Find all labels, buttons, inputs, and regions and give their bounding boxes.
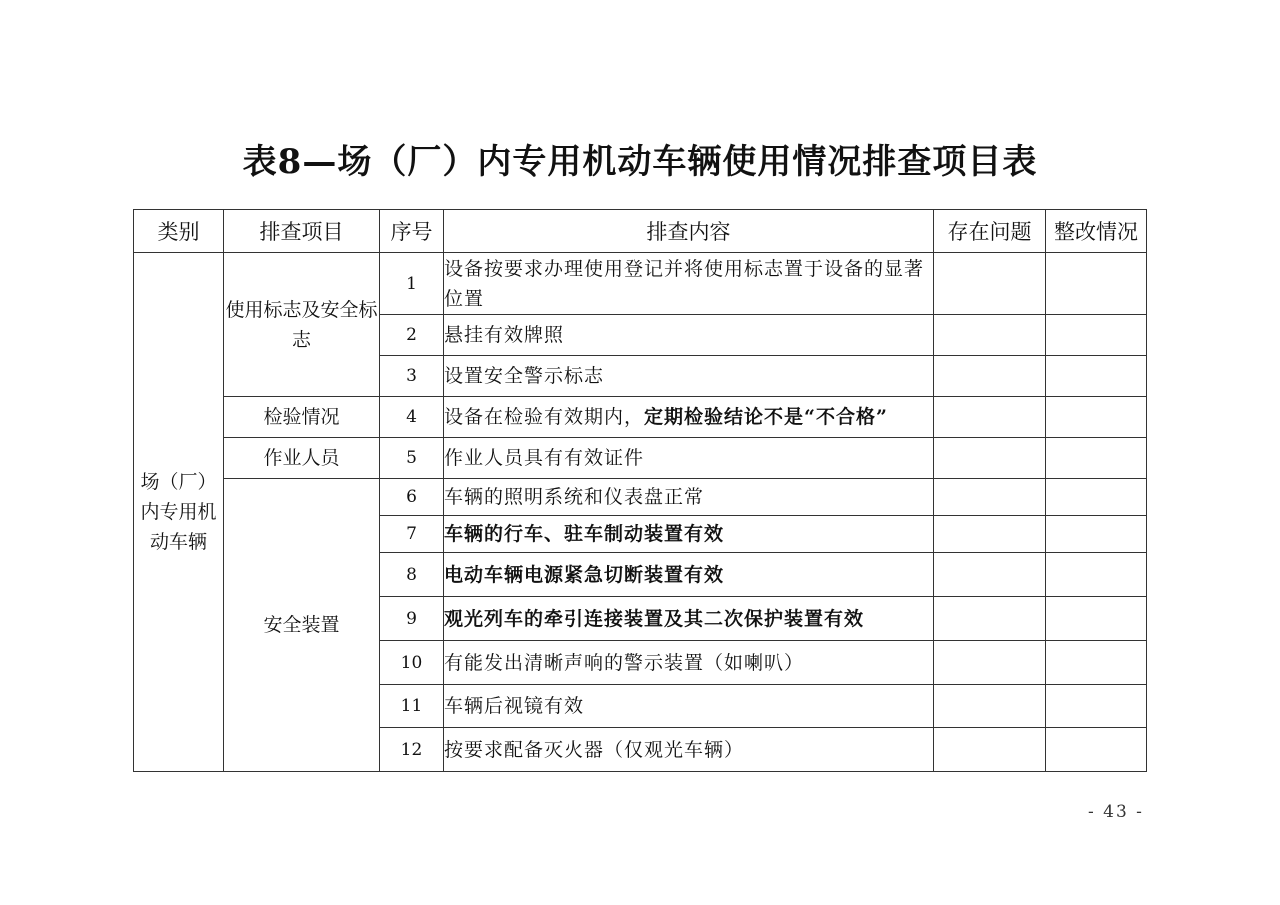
rectify-cell[interactable] xyxy=(1046,356,1147,397)
issue-cell[interactable] xyxy=(934,253,1046,315)
issue-cell[interactable] xyxy=(934,597,1046,641)
issue-cell[interactable] xyxy=(934,397,1046,438)
row-content: 设备按要求办理使用登记并将使用标志置于设备的显著位置 xyxy=(444,253,934,315)
row-content: 设备在检验有效期内，定期检验结论不是“不合格” xyxy=(444,397,934,438)
rectify-cell[interactable] xyxy=(1046,397,1147,438)
header-rectify: 整改情况 xyxy=(1046,210,1147,253)
row-number: 11 xyxy=(380,685,444,728)
rectify-cell[interactable] xyxy=(1046,553,1147,597)
row-content: 有能发出清晰声响的警示装置（如喇叭） xyxy=(444,641,934,685)
rectify-cell[interactable] xyxy=(1046,253,1147,315)
issue-cell[interactable] xyxy=(934,553,1046,597)
row-number: 4 xyxy=(380,397,444,438)
table-row xyxy=(134,479,1147,516)
row-content: 车辆的行车、驻车制动装置有效 xyxy=(444,516,934,553)
issue-cell[interactable] xyxy=(934,641,1046,685)
row-content: 悬挂有效牌照 xyxy=(444,315,934,356)
rectify-cell[interactable] xyxy=(1046,479,1147,516)
group-operators: 作业人员 xyxy=(224,438,380,479)
row-number: 2 xyxy=(380,315,444,356)
row-content: 车辆的照明系统和仪表盘正常 xyxy=(444,479,934,516)
rectify-cell[interactable] xyxy=(1046,728,1147,772)
category-cell: 场（厂）内专用机动车辆 xyxy=(134,253,224,772)
issue-cell[interactable] xyxy=(934,516,1046,553)
row-number: 6 xyxy=(380,479,444,516)
row-content: 车辆后视镜有效 xyxy=(444,685,934,728)
header-seq: 序号 xyxy=(380,210,444,253)
header-item: 排查项目 xyxy=(224,210,380,253)
row-number: 9 xyxy=(380,597,444,641)
table-header-row xyxy=(134,210,1147,253)
row-number: 12 xyxy=(380,728,444,772)
rectify-cell[interactable] xyxy=(1046,438,1147,479)
row-number: 10 xyxy=(380,641,444,685)
page-number: - 43 - xyxy=(1088,802,1144,822)
issue-cell[interactable] xyxy=(934,479,1046,516)
row-content: 按要求配备灭火器（仅观光车辆） xyxy=(444,728,934,772)
rectify-cell[interactable] xyxy=(1046,315,1147,356)
header-content: 排查内容 xyxy=(444,210,934,253)
row-content: 作业人员具有有效证件 xyxy=(444,438,934,479)
row-number: 7 xyxy=(380,516,444,553)
row-content: 观光列车的牵引连接装置及其二次保护装置有效 xyxy=(444,597,934,641)
table-row xyxy=(134,253,1147,315)
issue-cell[interactable] xyxy=(934,356,1046,397)
row-number: 5 xyxy=(380,438,444,479)
table-row xyxy=(134,397,1147,438)
header-category: 类别 xyxy=(134,210,224,253)
row-number: 8 xyxy=(380,553,444,597)
issue-cell[interactable] xyxy=(934,315,1046,356)
rectify-cell[interactable] xyxy=(1046,597,1147,641)
issue-cell[interactable] xyxy=(934,728,1046,772)
rectify-cell[interactable] xyxy=(1046,685,1147,728)
row-content: 电动车辆电源紧急切断装置有效 xyxy=(444,553,934,597)
row-content: 设置安全警示标志 xyxy=(444,356,934,397)
inspection-table xyxy=(133,209,1147,772)
group-inspection: 检验情况 xyxy=(224,397,380,438)
page-title: 表8—场（厂）内专用机动车辆使用情况排查项目表 xyxy=(242,142,1038,182)
header-issue: 存在问题 xyxy=(934,210,1046,253)
issue-cell[interactable] xyxy=(934,438,1046,479)
issue-cell[interactable] xyxy=(934,685,1046,728)
group-safety-devices: 安全装置 xyxy=(224,479,380,772)
row-number: 3 xyxy=(380,356,444,397)
group-usage-marks: 使用标志及安全标志 xyxy=(224,253,380,397)
row-number: 1 xyxy=(380,253,444,315)
rectify-cell[interactable] xyxy=(1046,516,1147,553)
rectify-cell[interactable] xyxy=(1046,641,1147,685)
table-row xyxy=(134,438,1147,479)
